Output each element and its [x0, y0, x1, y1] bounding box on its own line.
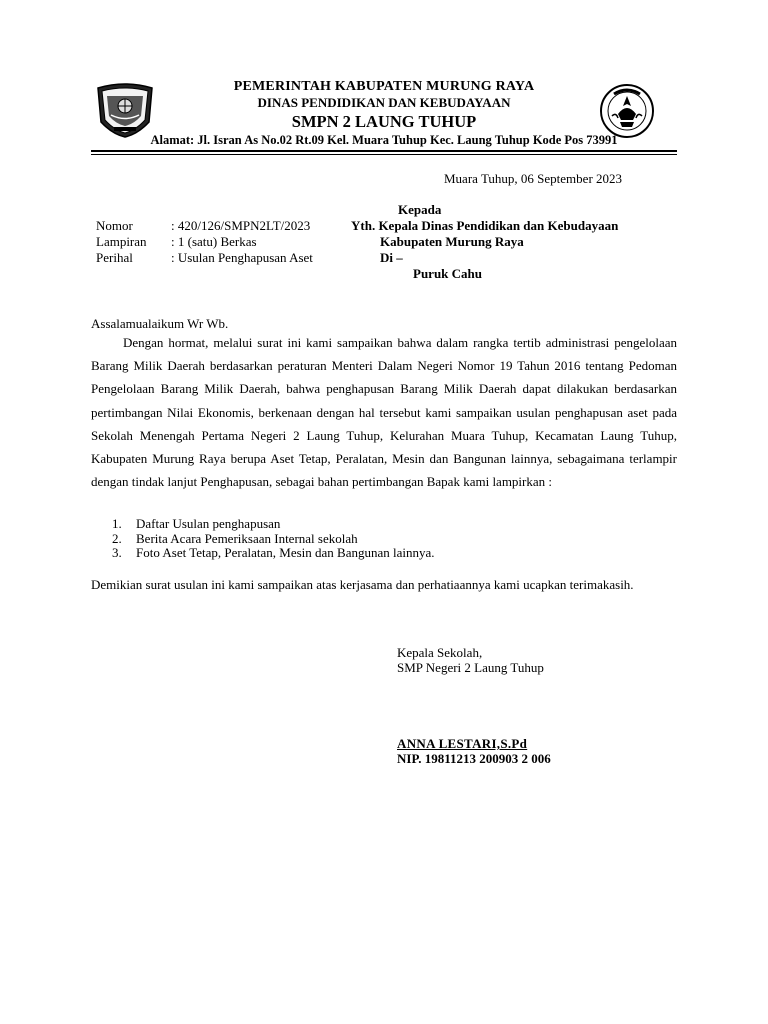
recipient-line4: Puruk Cahu — [413, 266, 482, 281]
nomor-value: : 420/126/SMPN2LT/2023 — [171, 218, 311, 233]
list-item-number: 2. — [112, 530, 122, 546]
lampiran-label: Lampiran — [96, 234, 147, 249]
greeting: Assalamualaikum Wr Wb. — [91, 316, 229, 331]
recipient-line2: Kabupaten Murung Raya — [380, 234, 524, 249]
lampiran-value: : 1 (satu) Berkas — [171, 234, 257, 249]
recipient-line3: Di – — [380, 250, 403, 265]
letterhead-school-name: SMPN 2 LAUNG TUHUP — [291, 112, 477, 131]
signature-title-1: Kepala Sekolah, — [397, 645, 483, 660]
signatory-name: ANNA LESTARI,S.Pd — [397, 736, 528, 751]
signature-title-2: SMP Negeri 2 Laung Tuhup — [397, 660, 544, 675]
attachment-list — [112, 517, 435, 561]
recipient-line1: Yth. Kepala Dinas Pendidikan dan Kebudayaan — [351, 218, 619, 233]
nomor-label: Nomor — [96, 218, 133, 233]
perihal-label: Perihal — [96, 250, 133, 265]
list-item-number: 1. — [112, 516, 122, 531]
perihal-value: : Usulan Penghapusan Aset — [171, 250, 313, 265]
list-item — [112, 546, 435, 561]
letterhead-divider-thin — [91, 154, 677, 155]
closing-paragraph: Demikian surat usulan ini kami sampaikan atas kerjasama dan perhatiaannya kami ucapkan terimakasih. — [91, 577, 634, 592]
list-item-text: Foto Aset Tetap, Peralatan, Mesin dan Bangunan lainnya. — [136, 545, 435, 560]
list-item-number: 3. — [112, 545, 122, 560]
list-item — [112, 532, 435, 547]
letterhead-address: Alamat: Jl. Isran As No.02 Rt.09 Kel. Muara Tuhup Kec. Laung Tuhup Kode Pos 73991 — [150, 133, 618, 147]
letter-date: Muara Tuhup, 06 September 2023 — [444, 171, 623, 186]
signatory-nip: NIP. 19811213 200903 2 006 — [397, 751, 551, 766]
letterhead-department: DINAS PENDIDIKAN DAN KEBUDAYAAN — [257, 95, 511, 110]
letterhead-government: PEMERINTAH KABUPATEN MURUNG RAYA — [233, 79, 535, 94]
list-item-text: Berita Acara Pemeriksaan Internal sekolah — [136, 530, 358, 546]
letterhead-divider-thick — [91, 150, 677, 152]
list-item-text: Daftar Usulan penghapusan — [136, 516, 281, 531]
list-item — [112, 517, 435, 532]
recipient-kepada: Kepada — [398, 202, 442, 217]
body-paragraph: Dengan hormat, melalui surat ini kami sampaikan bahwa dalam rangka tertib administrasi pengelolaan Barang Milik Daerah berdasarkan peraturan Menteri Dalam Negeri Nomor 19 Tahun 2016 tentang Pedoman Pengelolaan Barang Milik Daerah, bahwa penghapusan Barang Milik Daerah dapat dilakukan berdasarkan pertimbangan Nilai Ekonomis, berkenaan dengan hal tersebut kami sampaikan usulan penghapusan aset pada Sekolah Menengah Pertama Negeri 2 Laung Tuhup, Kelurahan Muara Tuhup, Kecamatan Laung Tuhup, Kabupaten Murung Raya berupa Aset Tetap, Peralatan, Mesin dan Bangunan lainnya, sebagaimana terlampir dengan tindak lanjut Penghapusan, sebagai bahan pertimbangan Bapak kami lampirkan : — [91, 335, 677, 490]
